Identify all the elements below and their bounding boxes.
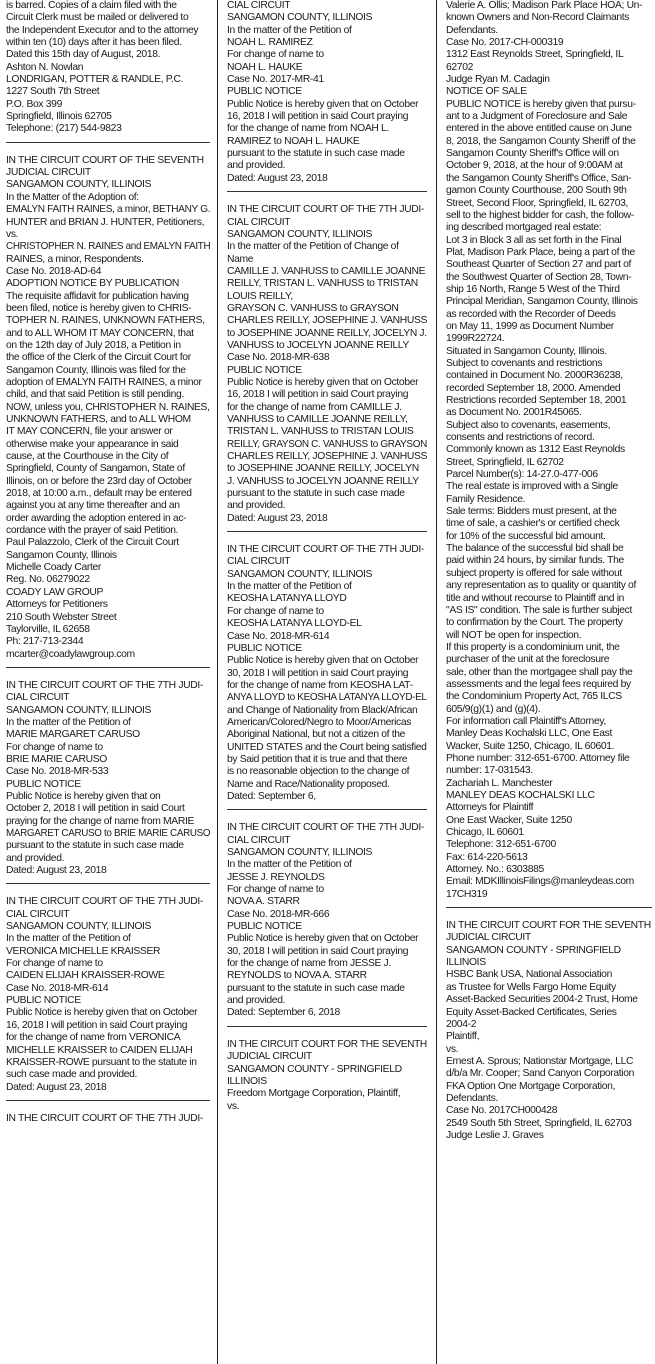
text-line: IN THE CIRCUIT COURT OF THE 7TH JUDI- — [227, 204, 425, 216]
text-line: 30, 2018 I will petition in said Court praying — [227, 667, 409, 679]
text-line: for the change of name from VERONICA — [6, 1032, 181, 1044]
text-line: Circuit Clerk must be mailed or delivered to — [6, 12, 189, 24]
text-line: 8, 2018, the Sangamon County Sheriff of the — [446, 135, 636, 147]
text-line: d/b/a Mr. Cooper; Sand Canyon Corporation — [446, 1068, 635, 1080]
text-line: PUBLIC NOTICE — [227, 921, 302, 933]
text-line: number: 17-031543. — [446, 765, 533, 777]
notice-block — [6, 0, 210, 136]
text-line: and provided. — [227, 500, 286, 512]
text-line: NOW, unless you, CHRISTOPHER N. RAINES, — [6, 401, 210, 413]
text-line: Commonly known as 1312 East Reynolds — [446, 444, 625, 456]
text-line: The balance of the successful bid shall be — [446, 543, 624, 555]
text-line: 1999R22724. — [446, 333, 505, 345]
text-line: Subject also to covenants, easements, — [446, 419, 611, 431]
text-line: NOAH L. HAUKE — [227, 61, 303, 73]
text-line: For change of name to — [227, 605, 324, 617]
text-line: ADOPTION NOTICE BY PUBLICATION — [6, 278, 180, 290]
text-line: REYNOLDS to NOVA A. STARR — [227, 970, 367, 982]
text-line: Case No. 2018-MR-614 — [227, 630, 330, 642]
text-line: CIAL CIRCUIT — [227, 0, 291, 11]
text-line: Dated: September 6, — [227, 790, 316, 802]
text-line: ship 16 North, Range 5 West of the Third — [446, 283, 620, 295]
notice-block — [6, 1113, 210, 1125]
text-line: IN THE CIRCUIT COURT OF THE 7TH JUDI- — [6, 1112, 204, 1124]
text-line: the Sangamon County Sheriff's Office, San- — [446, 172, 632, 184]
text-line: Freedom Mortgage Corporation, Plaintiff, — [227, 1088, 401, 1100]
text-line: 605/9(g)(1) and (g)(4). — [446, 703, 541, 715]
text-line: MARGARET CARUSO to BRIE MARIE CARUSO — [6, 828, 210, 839]
notice-block — [227, 822, 427, 1020]
text-line: for the change of name from KEOSHA LAT- — [227, 679, 413, 691]
text-line: In the Matter of the Adoption of: — [6, 191, 139, 203]
text-line: GRAYSON C. VANHUSS to GRAYSON — [227, 302, 399, 314]
text-line: 2018, at 10:00 a.m., default may be entered — [6, 488, 192, 500]
text-line: vs. — [446, 1043, 459, 1055]
text-line: Attorneys for Petitioners — [6, 599, 108, 611]
text-line: the office of the Clerk of the Circuit Court for — [6, 352, 191, 364]
text-line: 62702 — [446, 61, 474, 73]
text-line: Attorneys for Plaintiff — [446, 802, 534, 814]
text-line: Lot 3 in Block 3 all as set forth in the Final — [446, 234, 622, 246]
text-line: Zachariah L. Manchester — [446, 777, 553, 789]
text-line: For change of name to — [227, 884, 324, 896]
text-line: HSBC Bank USA, National Association — [446, 969, 612, 981]
text-line: JESSE J. REYNOLDS — [227, 871, 325, 883]
text-line: Wacker, Suite 1250, Chicago, IL 60601. — [446, 740, 615, 752]
text-line: assessments and the legal fees required by — [446, 678, 631, 690]
text-line: PUBLIC NOTICE — [227, 642, 302, 654]
text-line: title and without recourse to Plaintiff and in — [446, 592, 625, 604]
text-line: Case No. 2018-MR-614 — [6, 982, 109, 994]
text-line: ing described mortgaged real estate: — [446, 222, 602, 234]
text-line: VANHUSS to JOCELYN JOANNE REILLY — [227, 339, 409, 351]
text-line: CHARLES REILLY, JOSEPHINE J. VANHUSS — [227, 451, 427, 463]
text-line: Case No. 2018-MR-533 — [6, 766, 109, 778]
notice-block — [446, 920, 652, 1142]
column-2 — [227, 0, 427, 1364]
text-line: Paul Palazzolo, Clerk of the Circuit Court — [6, 537, 179, 549]
text-line: as Document No. 2001R45065. — [446, 407, 582, 419]
text-line: SANGAMON COUNTY - SPRINGFIELD — [446, 944, 621, 956]
text-line: Aboriginal National, but not a citizen of the — [227, 729, 406, 741]
text-line: 16, 2018 I will petition in said Court praying — [227, 389, 409, 401]
text-line: Public Notice is hereby given that on October — [227, 98, 419, 110]
notice-block — [6, 155, 210, 661]
text-line: pursuant to the statute in such case made — [227, 148, 405, 160]
text-line: JUDICIAL CIRCUIT — [227, 1051, 312, 1063]
text-line: One East Wacker, Suite 1250 — [446, 814, 572, 826]
text-line: 1227 South 7th Street — [6, 86, 100, 98]
text-line: on May 11, 1999 as Document Number — [446, 320, 614, 332]
text-line: 2004-2 — [446, 1018, 477, 1030]
notice-separator — [227, 1026, 427, 1027]
text-line: UNKNOWN FATHERS, and to ALL WHOM — [6, 414, 191, 425]
text-line: In the matter of the Petition of — [6, 716, 131, 728]
text-line: 2549 South 5th Street, Springfield, IL 62703 — [446, 1117, 632, 1129]
text-line: In the matter of the Petition of — [227, 24, 352, 36]
text-line: any representation as to quality or quantity of — [446, 580, 636, 592]
text-line: Family Residence. — [446, 493, 526, 505]
text-line: BRIE MARIE CARUSO — [6, 753, 107, 765]
text-line: against you at any time thereafter and an — [6, 500, 180, 512]
text-line: Dated: August 23, 2018 — [227, 172, 328, 184]
text-line: Dated: August 23, 2018 — [227, 512, 328, 524]
column-divider-2 — [436, 0, 437, 1364]
text-line: ILLINOIS — [227, 1075, 267, 1087]
notice-separator — [227, 191, 427, 192]
text-line: is no reasonable objection to the change of — [227, 766, 410, 778]
text-line: pursuant to the statute in such case made — [6, 840, 184, 852]
text-line: Public Notice is hereby given that on October — [6, 1007, 198, 1019]
text-line: known Owners and Non-Record Claimants — [446, 12, 630, 24]
text-line: sale, other than the mortgagee shall pay the — [446, 666, 633, 678]
text-line: CIAL CIRCUIT — [6, 692, 70, 704]
text-line: Equity Asset-Backed Certificates, Series — [446, 1006, 617, 1018]
notice-block — [227, 544, 427, 803]
text-line: 30, 2018 I will petition in said Court praying — [227, 945, 409, 957]
text-line: consents and restrictions of record. — [446, 432, 595, 444]
text-line: otherwise make your appearance in said — [6, 438, 179, 450]
text-line: for the change of name from CAMILLE J. — [227, 401, 402, 413]
text-line: FKA Option One Mortgage Corporation, — [446, 1080, 616, 1092]
text-line: For change of name to — [227, 49, 324, 61]
text-line: KEOSHA LATANYA LLOYD-EL — [227, 618, 362, 630]
text-line: within ten (10) days after it has been filed. — [6, 37, 182, 49]
text-line: SANGAMON COUNTY, ILLINOIS — [227, 847, 373, 858]
text-line: and provided. — [6, 852, 65, 864]
text-line: time of sale, a cashier's or certified check — [446, 518, 620, 530]
text-line: subject property is offered for sale without — [446, 567, 622, 579]
notice-separator — [6, 1100, 210, 1101]
text-line: to confirmation by the Court. The property — [446, 617, 623, 629]
text-line: TOPHER N. RAINES, UNKNOWN FATHERS, — [6, 315, 205, 327]
text-line: Restrictions recorded September 18, 2001 — [446, 395, 627, 406]
text-line: the Condominium Property Act, 765 ILCS — [446, 691, 622, 703]
notice-separator — [227, 531, 427, 532]
text-line: ant to a Judgment of Foreclosure and Sale — [446, 111, 628, 123]
text-line: the Independent Executor and to the attorney — [6, 24, 199, 36]
text-line: Ashton N. Nowlan — [6, 61, 84, 73]
text-line: IN THE CIRCUIT COURT OF THE SEVENTH — [6, 154, 204, 166]
notice-block — [227, 204, 427, 525]
text-line: to JOSEPHINE JOANNE REILLY, JOCELYN — [227, 463, 419, 475]
text-line: KRAISSER-ROWE pursuant to the statute in — [6, 1056, 197, 1068]
text-line: and Change of Nationality from Black/African — [227, 704, 418, 716]
text-line: Ph: 217-713-2344 — [6, 636, 84, 648]
text-line: IN THE CIRCUIT COURT OF THE 7TH JUDI- — [6, 679, 204, 691]
text-line: child, and that said Petition is still pending. — [6, 389, 184, 401]
text-line: Plat, Madison Park Place, being a part of the — [446, 246, 635, 258]
text-line: Sangamon County, Illinois was filed for the — [6, 364, 186, 376]
text-line: EMALYN FAITH RAINES, a minor, BETHANY G. — [6, 204, 210, 216]
text-line: 16, 2018 I will petition in said Court praying — [227, 111, 409, 123]
text-line: For information call Plaintiff's Attorney, — [446, 715, 606, 727]
text-line: vs. — [6, 228, 19, 240]
text-line: Public Notice is hereby given that on October — [227, 376, 419, 388]
text-line: CIAL CIRCUIT — [227, 216, 291, 228]
text-line: Judge Ryan M. Cadagin — [446, 74, 550, 86]
text-line: ILLINOIS — [446, 957, 486, 969]
notice-separator — [227, 809, 427, 810]
text-line: KEOSHA LATANYA LLOYD — [227, 593, 347, 605]
text-line: purchaser of the unit at the foreclosure — [446, 654, 610, 666]
text-line: to JOSEPHINE JOANNE REILLY, JOCELYN J. — [227, 327, 427, 339]
text-line: REILLY, GRAYSON C. VANHUSS to GRAYSON — [227, 438, 427, 450]
text-line: Name and Race/Nationality proposed. — [227, 778, 390, 790]
column-1 — [6, 0, 210, 1364]
text-line: CHARLES REILLY, JOSEPHINE J. VANHUSS — [227, 315, 427, 327]
text-line: Principal Meridian, Sangamon County, Illinois — [446, 296, 638, 308]
text-line: HUNTER and BRIAN J. HUNTER, Petitioners, — [6, 216, 205, 228]
text-line: UNITED STATES and the Court being satisfied — [227, 741, 427, 753]
text-line: CIAL CIRCUIT — [227, 556, 291, 568]
text-line: CHRISTOPHER N. RAINES and EMALYN FAITH — [6, 241, 210, 253]
text-line: Telephone: (217) 544-9823 — [6, 123, 122, 135]
text-line: ANYA LLOYD to KEOSHA LATANYA LLOYD-EL — [227, 692, 427, 704]
text-line: PUBLIC NOTICE is hereby given that pursu- — [446, 98, 636, 110]
column-3 — [446, 0, 652, 1364]
text-line: such case made and provided. — [6, 1069, 138, 1081]
text-line: recorded September 18, 2000. Amended — [446, 382, 621, 394]
text-line: the Southwest Quarter of Section 28, Town- — [446, 271, 632, 283]
text-line: In the matter of the Petition of Change of — [227, 241, 399, 253]
text-line: cause, at the Courthouse in the City of — [6, 451, 169, 463]
text-line: REILLY, TRISTAN L. VANHUSS to TRISTAN — [227, 278, 418, 290]
text-line: Case No. 2018-AD-64 — [6, 265, 102, 277]
text-line: Dated: August 23, 2018 — [6, 865, 107, 877]
text-line: In the matter of the Petition of — [227, 859, 352, 871]
text-line: VANHUSS to CAMILLE JOANNE REILLY, — [227, 414, 408, 425]
text-line: Dated: August 23, 2018 — [6, 1081, 107, 1093]
text-line: 17CH319 — [446, 888, 488, 900]
text-line: Telephone: 312-651-6700 — [446, 839, 556, 851]
text-line: COADY LAW GROUP — [6, 586, 104, 598]
text-line: MICHELLE KRAISSER to CAIDEN ELIJAH — [6, 1044, 193, 1056]
text-line: LOUIS REILLY, — [227, 290, 293, 302]
text-line: PUBLIC NOTICE — [6, 778, 81, 790]
text-line: mcarter@coadylawgroup.com — [6, 648, 135, 660]
text-line: for the change of name from NOAH L. — [227, 123, 389, 135]
text-line: entered in the above entitled cause on June — [446, 123, 632, 135]
text-line: paid within 24 hours, by similar funds. The — [446, 555, 624, 567]
text-line: and provided. — [227, 995, 286, 1007]
text-line: For change of name to — [6, 741, 103, 753]
text-line: Situated in Sangamon County, Illinois. — [446, 345, 607, 357]
text-line: Parcel Number(s): 14-27.0-477-006 — [446, 469, 598, 481]
text-line: IT MAY CONCERN, file your answer or — [6, 426, 173, 438]
text-line: cordance with the prayer of said Petition. — [6, 525, 179, 537]
text-line: as recorded with the Recorder of Deeds — [446, 308, 616, 320]
notice-separator — [6, 883, 210, 884]
text-line: In the matter of the Petition of — [6, 933, 131, 945]
text-line: as Trustee for Wells Fargo Home Equity — [446, 981, 616, 993]
text-line: Case No. 2017-CH-000319 — [446, 37, 564, 49]
text-line: pursuant to the statute in such case made — [227, 488, 405, 500]
text-line: JUDICIAL CIRCUIT — [6, 167, 91, 179]
text-line: American/Colored/Negro to Moor/Americas — [227, 716, 412, 728]
text-line: Chicago, IL 60601 — [446, 827, 524, 839]
text-line: vs. — [227, 1100, 240, 1112]
text-line: MARIE MARGARET CARUSO — [6, 729, 140, 741]
text-line: Dated this 15th day of August, 2018. — [6, 49, 161, 61]
text-line: RAINES, a minor, Respondents. — [6, 253, 144, 265]
text-line: Michelle Coady Carter — [6, 562, 101, 574]
text-line: SANGAMON COUNTY, ILLINOIS — [227, 228, 373, 240]
text-line: PUBLIC NOTICE — [227, 86, 302, 98]
text-line: SANGAMON COUNTY, ILLINOIS — [227, 568, 373, 580]
text-line: Name — [227, 253, 254, 265]
text-line: Attorney. No.: 6303885 — [446, 864, 544, 876]
text-line: October 9, 2018, at the hour of 9:00AM at — [446, 160, 623, 172]
text-line: IN THE CIRCUIT COURT OF THE 7TH JUDI- — [227, 822, 425, 834]
text-line: SANGAMON COUNTY, ILLINOIS — [6, 179, 152, 191]
text-line: Street, Second Floor, Springfield, IL 62703, — [446, 197, 629, 209]
text-line: Southeast Quarter of Section 27 and part of — [446, 259, 632, 271]
text-line: pursuant to the statute in such case made — [227, 982, 405, 994]
column-divider-1 — [217, 0, 218, 1364]
text-line: Defendants. — [446, 1092, 498, 1104]
text-line: TRISTAN L. VANHUSS to TRISTAN LOUIS — [227, 426, 414, 438]
text-line: Case No. 2018-MR-666 — [227, 908, 330, 920]
text-line: adoption of EMALYN FAITH RAINES, a minor — [6, 376, 202, 388]
text-line: gamon County Courthouse, 200 South 9th — [446, 185, 627, 197]
text-line: Defendants. — [446, 24, 498, 36]
text-line: Valerie A. Ollis; Madison Park Place HOA; Un- — [446, 0, 643, 11]
text-line: NOVA A. STARR — [227, 896, 300, 908]
text-line: If this property is a condominium unit, the — [446, 641, 620, 653]
text-line: been filed, notice is hereby given to CHRIS- — [6, 302, 192, 314]
text-line: Subject to covenants and restrictions — [446, 357, 603, 369]
text-line: Public Notice is hereby given that on — [6, 790, 161, 802]
text-line: SANGAMON COUNTY, ILLINOIS — [227, 12, 373, 24]
text-line: The real estate is improved with a Single — [446, 481, 618, 493]
text-line: IN THE CIRCUIT COURT OF THE 7TH JUDI- — [6, 896, 204, 908]
text-line: CAMILLE J. VANHUSS to CAMILLE JOANNE — [227, 265, 426, 277]
text-line: 1312 East Reynolds Street, Springfield, IL — [446, 49, 624, 61]
text-line: Manley Deas Kochalski LLC, One East — [446, 728, 612, 740]
text-line: on the 12th day of July 2018, a Petition in — [6, 339, 181, 351]
text-line: October 2, 2018 I will petition in said Court — [6, 803, 185, 815]
text-line: SANGAMON COUNTY, ILLINOIS — [6, 921, 152, 933]
text-line: NOTICE OF SALE — [446, 86, 527, 98]
text-line: by Said petition that it is true and that there — [227, 753, 408, 765]
text-line: IN THE CIRCUIT COURT FOR THE SEVENTH — [446, 920, 651, 932]
text-line: "AS IS" condition. The sale is further subject — [446, 604, 632, 616]
notice-block — [446, 0, 652, 901]
text-line: and provided. — [227, 160, 286, 172]
text-line: for 10% of the successful bid amount. — [446, 530, 606, 542]
text-line: Email: MDKIllinoisFilings@manleydeas.com — [446, 876, 634, 888]
notice-separator — [6, 142, 210, 143]
text-line: Fax: 614-220-5613 — [446, 851, 528, 863]
text-line: Case No. 2017CH000428 — [446, 1105, 558, 1117]
text-line: sell to the highest bidder for cash, the follow- — [446, 209, 634, 221]
text-line: CIAL CIRCUIT — [6, 908, 70, 920]
text-line: for the change of name from JESSE J. — [227, 958, 391, 970]
notice-block — [227, 1039, 427, 1113]
text-line: VERONICA MICHELLE KRAISSER — [6, 945, 161, 957]
text-line: PUBLIC NOTICE — [227, 364, 302, 376]
text-line: Reg. No. 06279022 — [6, 574, 90, 586]
text-line: Street, Springfield, IL 62702 — [446, 456, 564, 468]
text-line: NOAH L. RAMIREZ — [227, 37, 313, 49]
notice-block — [6, 896, 210, 1094]
text-line: Springfield, Illinois 62705 — [6, 111, 112, 123]
text-line: Judge Leslie J. Graves — [446, 1129, 544, 1141]
text-line: P.O. Box 399 — [6, 98, 62, 110]
text-line: Springfield, County of Sangamon, State of — [6, 463, 185, 475]
text-line: contained in Document No. 2000R36238, — [446, 370, 623, 382]
text-line: order awarding the adoption entered in ac- — [6, 512, 187, 524]
text-line: The requisite affidavit for publication having — [6, 290, 189, 302]
text-line: Sale terms: Bidders must present, at the — [446, 506, 617, 518]
notice-separator — [446, 907, 652, 908]
text-line: JUDICIAL CIRCUIT — [446, 932, 531, 944]
text-line: In the matter of the Petition of — [227, 581, 352, 593]
text-line: IN THE CIRCUIT COURT FOR THE SEVENTH — [227, 1038, 427, 1050]
text-line: 210 South Webster Street — [6, 611, 117, 623]
text-line: SANGAMON COUNTY, ILLINOIS — [6, 704, 152, 716]
text-line: For change of name to — [6, 958, 103, 970]
text-line: 16, 2018 I will petition in said Court praying — [6, 1019, 188, 1031]
text-line: Case No. 2018-MR-638 — [227, 352, 330, 364]
text-line: Taylorville, IL 62658 — [6, 623, 90, 635]
notice-block — [6, 680, 210, 878]
text-line: LONDRIGAN, POTTER & RANDLE, P.C. — [6, 74, 184, 86]
text-line: MANLEY DEAS KOCHALSKI LLC — [446, 790, 595, 801]
text-line: J. VANHUSS to JOCELYN JOANNE REILLY — [227, 475, 419, 487]
text-line: and to ALL WHOM IT MAY CONCERN, that — [6, 327, 194, 339]
text-line: Phone number: 312-651-6700. Attorney file — [446, 752, 630, 764]
text-line: Illinois, on or before the 23rd day of October — [6, 475, 192, 487]
text-line: IN THE CIRCUIT COURT OF THE 7TH JUDI- — [227, 544, 425, 556]
text-line: Ernest A. Sprous; Nationstar Mortgage, LLC — [446, 1055, 634, 1067]
text-line: Plaintiff, — [446, 1031, 480, 1043]
text-line: Public Notice is hereby given that on October — [227, 933, 419, 945]
notice-block — [227, 0, 427, 185]
text-line: is barred. Copies of a claim filed with the — [6, 0, 177, 11]
text-line: CAIDEN ELIJAH KRAISSER-ROWE — [6, 970, 165, 982]
text-line: praying for the change of name from MARIE — [6, 815, 195, 827]
text-line: CIAL CIRCUIT — [227, 834, 291, 846]
text-line: SANGAMON COUNTY - SPRINGFIELD — [227, 1063, 402, 1075]
text-line: Asset-Backed Securities 2004-2 Trust, Home — [446, 994, 638, 1006]
notice-separator — [6, 667, 210, 668]
text-line: Dated: September 6, 2018 — [227, 1007, 340, 1019]
text-line: RAMIREZ to NOAH L. HAUKE — [227, 135, 360, 147]
text-line: PUBLIC NOTICE — [6, 995, 81, 1007]
text-line: Sangamon County, Illinois — [6, 549, 117, 561]
text-line: will NOT be open for inspection. — [446, 629, 582, 641]
text-line: Case No. 2017-MR-41 — [227, 74, 324, 86]
text-line: Sangamon County Sheriff's Office will on — [446, 148, 619, 160]
text-line: Public Notice is hereby given that on October — [227, 655, 419, 667]
